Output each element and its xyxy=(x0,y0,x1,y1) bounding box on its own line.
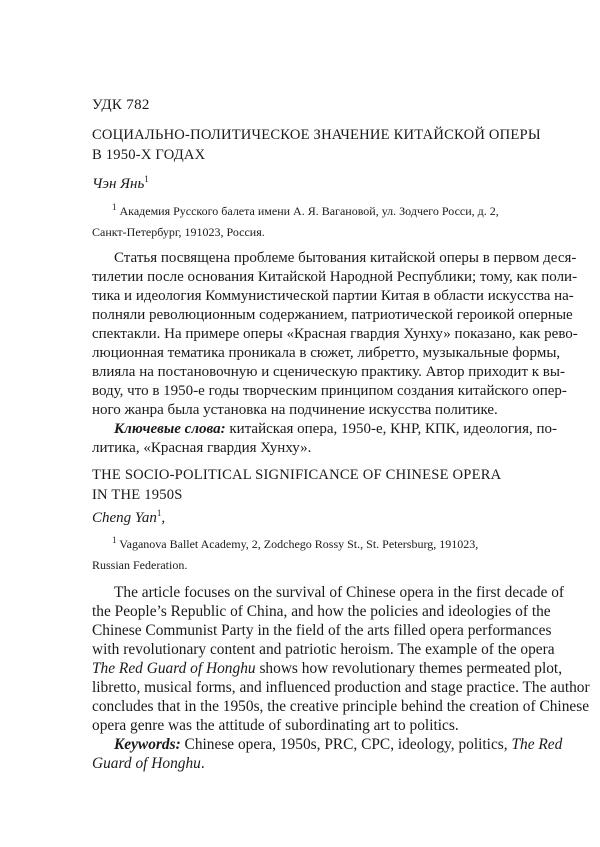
keywords-en-line xyxy=(92,735,563,754)
abstract-ru-line: люционная тематика проникала в сюжет, либретто, музыкальные формы, xyxy=(92,345,561,361)
keywords-en-end: . xyxy=(200,755,205,772)
abstract-ru-line: ного жанра была установка на подчинение искусства политике. xyxy=(92,402,498,418)
keywords-ru-line xyxy=(92,420,558,439)
title-ru-line: СОЦИАЛЬНО-ПОЛИТИЧЕСКОЕ ЗНАЧЕНИЕ КИТАЙСКОЙ ОПЕРЫ xyxy=(92,127,541,143)
abstract-ru xyxy=(92,249,578,458)
affiliation-en-line xyxy=(92,534,522,555)
abstract-ru-line: тика и идеология Коммунистической партии Китая в области искусства на- xyxy=(92,288,574,304)
affiliation-ru-text: Академия Русского балета имени А. Я. Вагановой, ул. Зодчего Росси, д. 2, xyxy=(119,204,499,218)
abstract-en-text: shows how revolutionary themes permeated plot, xyxy=(255,660,563,677)
keywords-en-label: Keywords: xyxy=(114,736,181,753)
abstract-en-line: The article focuses on the survival of Chinese opera in the first decade of xyxy=(114,584,565,601)
keywords-en-italic: The Red xyxy=(511,736,563,753)
abstract-en-line: opera genre was the attitude of subordinating art to politics. xyxy=(92,717,459,734)
affiliation-ru-line: Санкт-Петербург, 191023, Россия. xyxy=(92,225,265,239)
keywords-en-italic: Guard of Honghu xyxy=(92,755,201,772)
keywords-ru-line: литика, «Красная гвардия Хунху». xyxy=(92,440,312,456)
author-en-suffix: , xyxy=(161,510,166,526)
abstract-en-line: with revolutionary content and patriotic heroism. The example of the opera xyxy=(92,641,555,658)
abstract-en-line: Chinese Communist Party in the field of the arts filled opera performances xyxy=(92,622,552,639)
affiliation-en-text: Vaganova Ballet Academy, 2, Zodchego Rossy St., St. Petersburg, 191023, xyxy=(119,537,479,551)
abstract-en-line: the People’s Republic of China, and how the policies and ideologies of the xyxy=(92,603,551,620)
abstract-en-line xyxy=(92,659,563,678)
author-ru xyxy=(92,176,149,193)
author-en xyxy=(92,510,165,527)
abstract-ru-line: влияла на постановочную и сценическую практику. Автор приходит к вы- xyxy=(92,364,565,380)
keywords-en-line xyxy=(92,754,558,773)
udk-code: УДК 782 xyxy=(92,97,150,113)
abstract-en-line: concludes that in the 1950s, the creative principle behind the creation of Chinese xyxy=(92,698,590,715)
author-en-sup: 1 xyxy=(156,508,162,518)
affiliation-ru-sup: 1 xyxy=(112,202,117,212)
keywords-en-text: Chinese opera, 1950s, PRC, CPC, ideology, politics, xyxy=(180,736,512,753)
title-en-line: IN THE 1950S xyxy=(92,487,183,503)
abstract-en xyxy=(92,583,590,773)
affiliation-en-sup: 1 xyxy=(112,535,117,545)
author-en-name: Cheng Yan xyxy=(92,510,157,526)
abstract-ru-line: воду, что в 1950-е годы творческим принципом создания китайского опер- xyxy=(92,383,567,399)
affiliation-ru-line xyxy=(92,201,522,222)
affiliation-en xyxy=(92,534,522,576)
author-ru-name: Чэн Янь xyxy=(92,176,145,192)
abstract-ru-line: Статья посвящена проблеме бытования китайской оперы в первом деся- xyxy=(114,250,577,266)
affiliation-en-line: Russian Federation. xyxy=(92,558,188,572)
abstract-ru-line: тилетии после основания Китайской Народной Республики; тому, как поли- xyxy=(92,269,578,285)
author-ru-sup: 1 xyxy=(144,174,149,184)
affiliation-ru xyxy=(92,201,522,243)
title-en xyxy=(92,465,552,505)
abstract-ru-line: полняли революционным содержанием, патриотической героикой оперные xyxy=(92,307,573,323)
title-ru xyxy=(92,125,552,165)
title-ru-line: В 1950-Х ГОДАХ xyxy=(92,147,206,163)
abstract-ru-line: спектакли. На примере оперы «Красная гвардия Хунху» показано, как рево- xyxy=(92,326,578,342)
title-en-line: THE SOCIO-POLITICAL SIGNIFICANCE OF CHINESE OPERA xyxy=(92,467,502,483)
keywords-ru-label: Ключевые слова: xyxy=(114,421,226,437)
opera-title-italic: The Red Guard of Honghu xyxy=(92,660,256,677)
keywords-ru-text: китайская опера, 1950-е, КНР, КПК, идеология, по- xyxy=(225,421,557,437)
abstract-en-line: libretto, musical forms, and influenced production and stage practice. The author xyxy=(92,679,590,696)
